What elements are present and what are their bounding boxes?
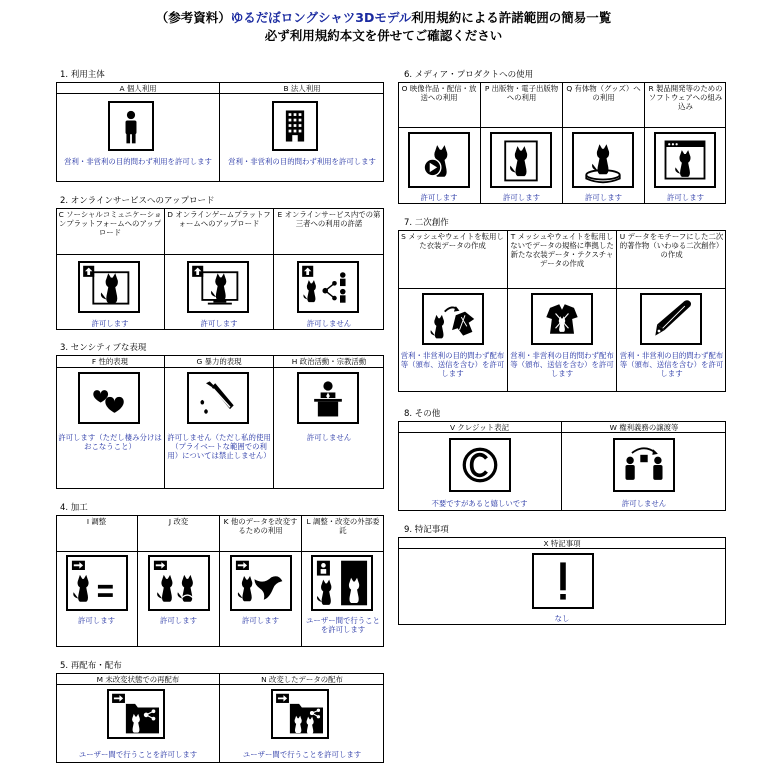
section-8-frame — [398, 421, 726, 511]
document-subtitle: 必ず利用規約本文を併せてご確認ください — [264, 28, 503, 43]
knife-blood-icon — [187, 372, 249, 424]
office-building-icon — [272, 101, 318, 151]
section-8-label: 8. その他 — [404, 409, 441, 419]
section-5-label: 5. 再配布・配布 — [60, 661, 122, 671]
publication-cat-icon — [490, 132, 552, 188]
header-X: X 特記事項 — [398, 537, 726, 549]
permission-D: 許可します — [200, 319, 238, 328]
section-7-label: 7. 二次創作 — [404, 218, 449, 228]
permission-S: 営利・非営利の目的問わず配布等（頒布、送信を含む）を許可します — [400, 351, 505, 378]
header-N: N 改変したデータの配布 — [220, 673, 384, 685]
header-O: O 映像作品・配信・放送への利用 — [401, 84, 477, 102]
outsource-icon — [311, 555, 373, 611]
header-E: E オンラインサービス内での第三者への利用の許諾 — [277, 210, 381, 228]
section-9-label: 9. 特記事項 — [404, 525, 449, 535]
transfer-people-icon — [613, 438, 675, 492]
folder-share-cat-icon — [107, 689, 165, 739]
modify-cats-icon — [148, 555, 210, 611]
permission-X: なし — [554, 614, 570, 623]
header-R: R 製品開発等のためのソフトウェアへの組み込み — [648, 84, 723, 111]
folder-share-modified-icon — [271, 689, 329, 739]
upload-monitor-cat-icon — [187, 261, 249, 313]
header-I: I 調整 — [86, 517, 107, 526]
section-6-label: 6. メディア・プロダクトへの使用 — [404, 70, 534, 80]
header-L: L 調整・改変の外部委託 — [306, 517, 380, 535]
section-4-label: 4. 加工 — [60, 503, 88, 513]
modify-other-data-icon — [230, 555, 292, 611]
mesh-transfer-icon — [422, 293, 484, 345]
permission-M: ユーザー間で行うことを許可します — [78, 750, 198, 759]
section-3-label: 3. センシティブな表現 — [60, 343, 147, 353]
exclamation-icon — [532, 553, 594, 609]
permission-K: 許可します — [242, 616, 279, 625]
permission-G: 許可しません（ただし私的使用（プライベートな範囲での利用）については禁止しません） — [167, 433, 271, 460]
permission-F: 許可します（ただし棲み分けはおこなうこと） — [58, 433, 162, 451]
person-icon — [108, 101, 154, 151]
permission-N: ユーザー間で行うことを許可します — [242, 750, 362, 759]
permission-O: 許可します — [420, 193, 458, 202]
header-T: T メッシュやウェイトを転用しないでデータの規格に準拠した新たな衣装データ・テクスチャデータの作成 — [510, 232, 614, 268]
permission-W: 許可しません — [621, 499, 667, 508]
permission-A: 営利・非営利の目的問わず利用を許可します — [64, 157, 212, 166]
header-D: D オンラインゲームプラットフォームへのアップロード — [167, 210, 271, 228]
permission-J: 許可します — [160, 616, 197, 625]
goods-cat-icon — [572, 132, 634, 188]
permission-H: 許可しません — [306, 433, 352, 442]
podium-speaker-icon — [297, 372, 359, 424]
permission-U: 営利・非営利の目的問わず配布等（頒布、送信を含む）を許可します — [619, 351, 724, 378]
permission-Q: 許可します — [585, 193, 622, 202]
permission-C: 許可します — [91, 319, 129, 328]
adjust-equal-icon — [66, 555, 128, 611]
header-C: C ソーシャルコミュニケーションプラットフォームへのアップロード — [58, 210, 162, 237]
section-1-frame — [56, 82, 384, 182]
header-H: H 政治活動・宗教活動 — [291, 357, 367, 366]
header-Q: Q 有体物（グッズ）への利用 — [566, 84, 641, 102]
header-F: F 性的表現 — [91, 357, 129, 366]
header-B: B 法人利用 — [220, 82, 384, 94]
permission-I: 許可します — [78, 616, 115, 625]
header-M: M 未改変状態での再配布 — [56, 673, 220, 685]
header-V: V クレジット表記 — [398, 421, 561, 433]
header-S: S メッシュやウェイトを転用した衣装データの作成 — [401, 232, 504, 250]
hearts-icon — [78, 372, 140, 424]
upload-share-people-icon — [297, 261, 359, 313]
header-J: J 改変 — [168, 517, 189, 526]
header-W: W 権利義務の譲渡等 — [562, 421, 726, 433]
software-window-cat-icon — [654, 132, 716, 188]
title-model-name: ゆるだぼロングシャツ3Dモデル — [230, 10, 412, 25]
header-P: P 出版物・電子出版物への利用 — [484, 84, 559, 102]
header-K: K 他のデータを改変するための利用 — [223, 517, 298, 535]
permission-V: 不要ですがあると嬉しいです — [431, 499, 528, 508]
permission-R: 許可します — [667, 193, 704, 202]
upload-cat-icon — [78, 261, 140, 313]
permission-L: ユーザー間で行うことを許可します — [306, 616, 380, 634]
header-A: A 個人利用 — [56, 82, 220, 94]
title-prefix: （参考資料） — [155, 10, 231, 25]
title-suffix: 利用規約による許諾範囲の簡易一覧 — [411, 10, 612, 25]
header-G: G 暴力的表現 — [196, 357, 242, 366]
fountain-pen-icon — [640, 293, 702, 345]
new-costume-icon — [531, 293, 593, 345]
permission-B: 営利・非営利の目的問わず利用を許可します — [228, 157, 376, 166]
permission-T: 営利・非営利の目的問わず配布等（頒布、送信を含む）を許可します — [510, 351, 614, 378]
permission-E: 許可しません — [306, 319, 352, 328]
copyright-icon — [449, 438, 511, 492]
video-cat-icon — [408, 132, 470, 188]
section-1-label: 1. 利用主体 — [60, 70, 105, 80]
permission-P: 許可します — [503, 193, 540, 202]
document-title — [0, 9, 767, 26]
section-2-label: 2. オンラインサービスへのアップロード — [60, 196, 215, 206]
header-U: U データをモチーフにした二次的著作物（いわゆる二次創作）の作成 — [619, 232, 724, 259]
